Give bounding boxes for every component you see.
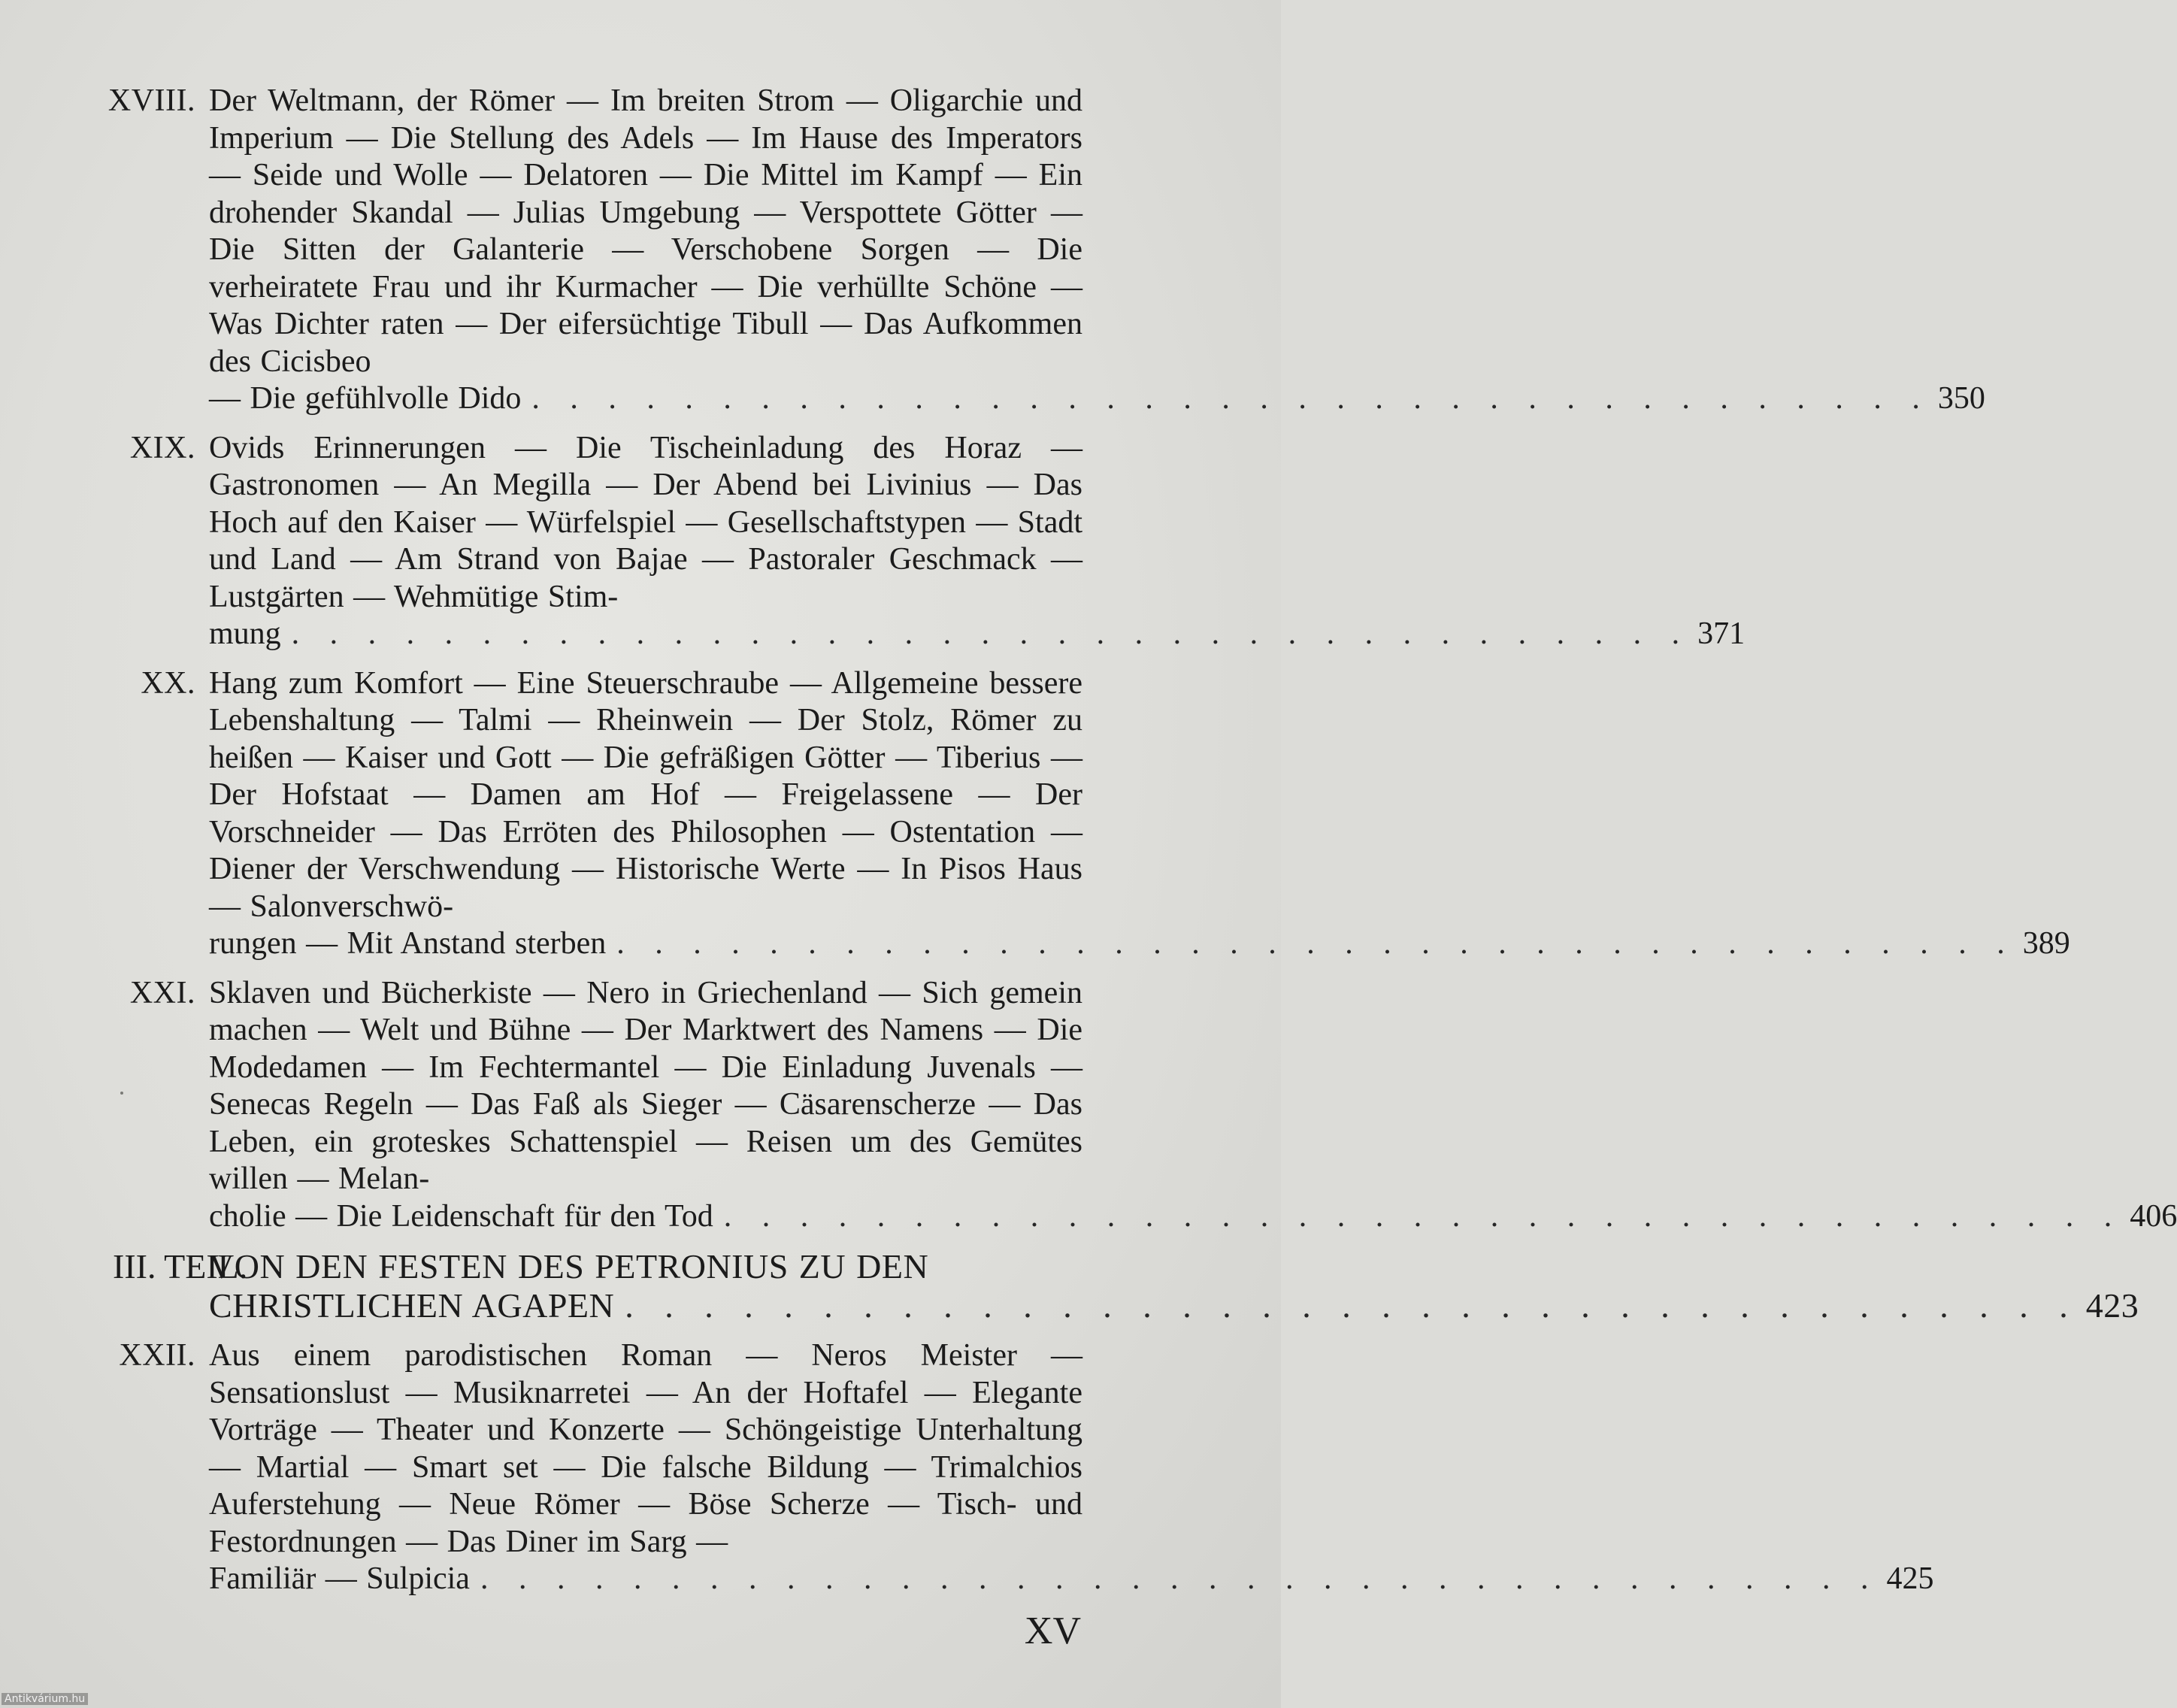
chapter-contents: Aus einem parodistischen Roman — Neros Meister — Sensationslust — Musiknarretei — An der Hoftafel — Elegante Vorträge — Theater und Konzerte — Schöngeistige Unterhaltung — Martial — Smart set — Die falsche Bildung — Trimalchios Auferstehung — Neue Römer — Böse Scherze — Tisch- und Festordnungen — Das Diner im Sarg —: [209, 1338, 1082, 1559]
part-title-continued: CHRISTLICHEN AGAPEN: [209, 1286, 615, 1325]
chapter-last-text: Familiär — Sulpicia: [209, 1561, 470, 1596]
chapter-contents: Ovids Erinnerungen — Die Tischeinladung des Horaz — Gastronomen — An Megilla — Der Abend bei Livinius — Das Hoch auf den Kaiser — Würfelspiel — Gesellschaftstypen — Stadt und Land — Am Strand von Bajae — Pastoraler Geschmack — Lustgärten — Wehmütige Stim-: [209, 430, 1082, 614]
chapter-last-line: [209, 380, 1985, 418]
part-title: VON DEN FESTEN DES PETRONIUS ZU DEN: [209, 1247, 929, 1286]
page-folio: XV: [1024, 1610, 1081, 1652]
chapter-last-text: mung: [209, 616, 281, 651]
dot-leader: . . . . . . . . . . . . . . . . . . . . . . . . . . . . . . . . . . . . .: [531, 381, 1930, 416]
page-number: 406: [2130, 1198, 2177, 1234]
chapter-last-line: [209, 1198, 2177, 1236]
chapter-numeral: XIX.: [129, 430, 195, 465]
dot-leader: . . . . . . . . . . . . . . . . . . . . . . . . . . . . . . . . . . . . .: [625, 1286, 2079, 1325]
chapter-last-text: — Die gefühlvolle Dido: [209, 381, 522, 416]
dot-leader: . . . . . . . . . . . . . . . . . . . . . . . . . . . . . . . . . . . . .: [616, 926, 2015, 961]
table-of-contents: [0, 83, 2177, 1610]
chapter-numeral: XX.: [141, 665, 195, 701]
page-number: 389: [2022, 926, 2070, 961]
chapter-numeral: XXI.: [129, 975, 195, 1010]
page-number: 350: [1937, 381, 1985, 416]
dot-leader: . . . . . . . . . . . . . . . . . . . . . . . . . . . . . . . . . . . . .: [480, 1561, 1879, 1596]
chapter-last-line: [209, 925, 2070, 963]
toc-part-three: [0, 1247, 2139, 1325]
chapter-contents: Hang zum Komfort — Eine Steuerschraube — Allgemeine bessere Lebenshaltung — Talmi — Rheinwein — Der Stolz, Römer zu heißen — Kaiser und Gott — Die gefräßigen Götter — Tiberius — Der Hofstaat — Damen am Hof — Freigelassene — Der Vorschneider — Das Erröten des Philosophen — Ostentation — Diener der Verschwendung — Historische Werte — In Pisos Haus — Salonverschwö-: [209, 665, 1082, 924]
page-number: 371: [1697, 616, 1746, 651]
chapter-contents: Der Weltmann, der Römer — Im breiten Strom — Oligarchie und Imperium — Die Stellung des Adels — Im Hause des Imperators — Seide und Wolle — Delatoren — Die Mittel im Kampf — Ein drohender Skandal — Julias Umgebung — Verspottete Götter — Die Sitten der Galanterie — Verschobene Sorgen — Die verheiratete Frau und ihr Kurmacher — Die verhüllte Schöne — Was Dichter raten — Der eifersüchtige Tibull — Das Aufkommen des Cicisbeo: [209, 83, 1082, 379]
dot-leader: . . . . . . . . . . . . . . . . . . . . . . . . . . . . . . . . . . . . .: [291, 616, 1691, 651]
toc-entry-xix: [0, 430, 1746, 653]
page-number: 425: [1886, 1561, 1934, 1596]
dot-leader: . . . . . . . . . . . . . . . . . . . . . . . . . . . . . . . . . . . . .: [723, 1198, 2123, 1234]
chapter-last-line: [209, 1561, 1934, 1598]
chapter-numeral: XXII.: [119, 1338, 195, 1373]
chapter-last-line: [209, 616, 1746, 653]
chapter-last-text: rungen — Mit Anstand sterben: [209, 926, 607, 961]
paper-speck: [120, 1092, 123, 1095]
part-numeral: III. TEIL.: [113, 1247, 248, 1286]
toc-entry-xxii: [0, 1337, 1934, 1598]
part-last-line: [209, 1286, 2139, 1325]
chapter-last-text: cholie — Die Leidenschaft für den Tod: [209, 1198, 713, 1234]
toc-entry-xx: [0, 665, 2070, 963]
chapter-contents: Sklaven und Bücherkiste — Nero in Griechenland — Sich gemein machen — Welt und Bühne — Der Marktwert des Namens — Die Modedamen — Im Fechtermantel — Die Einladung Juvenals — Senecas Regeln — Das Faß als Sieger — Cäsarenscherze — Das Leben, ein groteskes Schattenspiel — Reisen um des Gemütes willen — Melan-: [209, 975, 1082, 1196]
chapter-numeral: XVIII.: [107, 83, 195, 118]
toc-entry-xviii: [0, 83, 1985, 418]
page-number: 423: [2085, 1286, 2139, 1325]
toc-entry-xxi: [0, 975, 2177, 1236]
watermark-label: Antikvárium.hu: [2, 1693, 88, 1705]
